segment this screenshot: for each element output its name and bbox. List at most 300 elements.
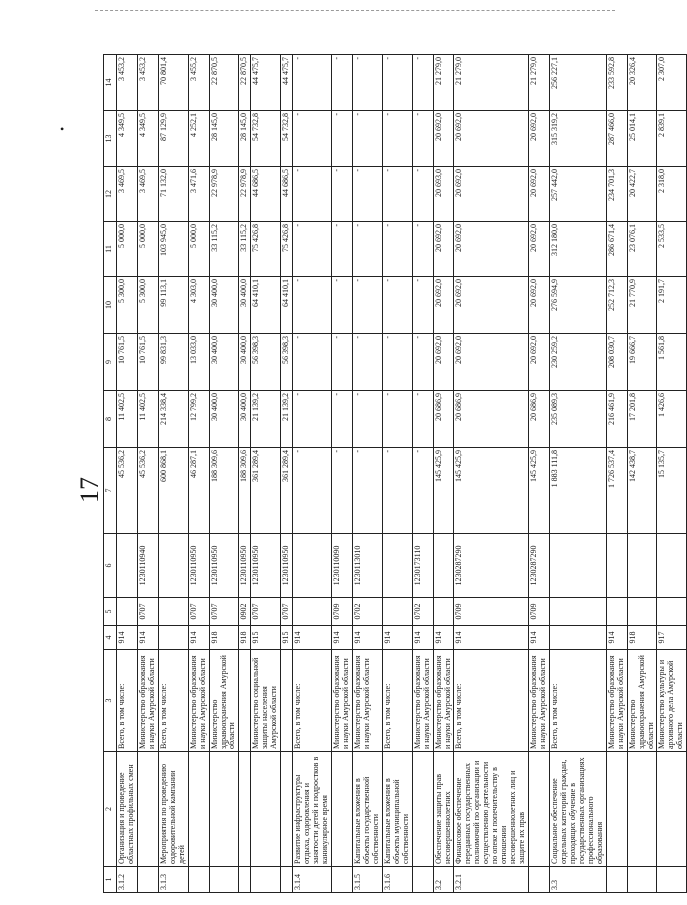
cell-col-3: Министерство образования и науки Амурской области	[433, 650, 454, 752]
cell-col-5	[549, 598, 606, 626]
cell-col-6: 1230110950	[209, 534, 239, 598]
cell-col-2: Обеспечение защиты прав несовершеннолетних	[433, 752, 454, 867]
cell-col-1	[412, 867, 433, 893]
cell-col-6	[158, 534, 188, 598]
cell-col-11: 2 533,5	[657, 222, 687, 277]
cell-col-14: -	[412, 55, 433, 111]
cell-col-5: 0707	[251, 598, 281, 626]
cell-col-8: 20 686,9	[529, 391, 550, 448]
cell-col-9: 1 561,8	[657, 334, 687, 391]
cell-col-3: Министерство образования и науки Амурской области	[529, 650, 550, 752]
cell-col-2	[137, 752, 158, 867]
table-row	[549, 55, 606, 893]
cell-col-4: 914	[433, 626, 454, 650]
cell-col-1	[209, 867, 239, 893]
cell-col-11: 33 115,2	[209, 222, 239, 277]
page-number: 17	[75, 477, 104, 503]
cell-col-8: 214 338,4	[158, 391, 188, 448]
cell-col-14: 44 475,7	[251, 55, 281, 111]
cell-col-3: Всего, в том числе:	[117, 650, 138, 752]
cell-col-2	[281, 752, 293, 867]
cell-col-14: 2 307,0	[657, 55, 687, 111]
cell-col-12: -	[382, 167, 412, 222]
cell-col-8: 235 089,3	[549, 391, 606, 448]
cell-col-8: -	[382, 391, 412, 448]
cell-col-7: 188 309,6	[239, 448, 251, 534]
table-row	[412, 55, 433, 893]
cell-col-6: 1230110950	[188, 534, 209, 598]
cell-col-11: 75 426,8	[281, 222, 293, 277]
cell-col-8: 30 400,0	[209, 391, 239, 448]
cell-col-7: 361 289,4	[251, 448, 281, 534]
cell-col-10: 20 692,0	[433, 277, 454, 334]
cell-col-5	[606, 598, 627, 626]
cell-col-12: 22 978,9	[239, 167, 251, 222]
cell-col-14: 3 453,2	[137, 55, 158, 111]
cell-col-12: 22 978,9	[209, 167, 239, 222]
cell-col-4	[549, 626, 606, 650]
cell-col-10: 252 712,3	[606, 277, 627, 334]
cell-col-11: 286 671,4	[606, 222, 627, 277]
table-row	[352, 55, 382, 893]
cell-col-7: -	[293, 448, 332, 534]
cell-col-13: 54 732,8	[251, 111, 281, 167]
cell-col-14: 22 870,5	[239, 55, 251, 111]
cell-col-3: Министерство образования и науки Амурской области	[188, 650, 209, 752]
cell-col-14: 233 592,8	[606, 55, 627, 111]
cell-col-12: 44 686,5	[281, 167, 293, 222]
cell-col-4: 914	[454, 626, 529, 650]
cell-col-13: 315 319,2	[549, 111, 606, 167]
cell-col-2	[209, 752, 239, 867]
cell-col-6: 1230287290	[454, 534, 529, 598]
cell-col-8: 17 201,8	[627, 391, 657, 448]
cell-col-8: 20 686,9	[454, 391, 529, 448]
cell-col-12: 44 686,5	[251, 167, 281, 222]
cell-col-4: 918	[239, 626, 251, 650]
cell-col-12: 20 692,0	[454, 167, 529, 222]
cell-col-5: 0709	[454, 598, 529, 626]
cell-col-9: -	[352, 334, 382, 391]
cell-col-13: 87 129,9	[158, 111, 188, 167]
col-header-9: 9	[104, 334, 117, 391]
cell-col-6: 1230110950	[239, 534, 251, 598]
cell-col-7: -	[412, 448, 433, 534]
cell-col-1: 3.1.4	[293, 867, 332, 893]
cell-col-6	[117, 534, 138, 598]
cell-col-12: 20 692,0	[529, 167, 550, 222]
cell-col-10: -	[382, 277, 412, 334]
cell-col-11: -	[352, 222, 382, 277]
cell-col-14: 22 870,5	[209, 55, 239, 111]
table-row	[158, 55, 188, 893]
cell-col-9: 13 033,0	[188, 334, 209, 391]
cell-col-13: 4 349,5	[117, 111, 138, 167]
cell-col-4: 917	[657, 626, 687, 650]
cell-col-7: 1 726 537,4	[606, 448, 627, 534]
cell-col-10: -	[352, 277, 382, 334]
col-header-7: 7	[104, 448, 117, 534]
col-header-5: 5	[104, 598, 117, 626]
cell-col-6	[606, 534, 627, 598]
cell-col-2: Организация и проведение областных профильных смен	[117, 752, 138, 867]
cell-col-9: -	[382, 334, 412, 391]
cell-col-5: 0707	[188, 598, 209, 626]
cell-col-13: 287 466,0	[606, 111, 627, 167]
cell-col-5	[158, 598, 188, 626]
cell-col-13: 20 692,0	[454, 111, 529, 167]
cell-col-9: 20 692,0	[529, 334, 550, 391]
cell-col-13: 20 692,0	[529, 111, 550, 167]
cell-col-3: Министерство образования и науки Амурской области	[332, 650, 353, 752]
cell-col-14: 3 455,2	[188, 55, 209, 111]
col-header-4: 4	[104, 626, 117, 650]
cell-col-6: 1230110940	[137, 534, 158, 598]
cell-col-11: 5 000,0	[117, 222, 138, 277]
cell-col-7: 361 289,4	[281, 448, 293, 534]
cell-col-6: 1230110950	[281, 534, 293, 598]
cell-col-10: 4 303,0	[188, 277, 209, 334]
table-row	[251, 55, 281, 893]
cell-col-11: -	[412, 222, 433, 277]
cell-col-14: -	[332, 55, 353, 111]
cell-col-8: -	[412, 391, 433, 448]
cell-col-11: -	[293, 222, 332, 277]
cell-col-2: Капитальные вложения в объекты государственной собственности	[352, 752, 382, 867]
cell-col-5	[117, 598, 138, 626]
cell-col-3: Всего, в том числе:	[158, 650, 188, 752]
table-body	[117, 55, 687, 893]
cell-col-11: 20 692,0	[454, 222, 529, 277]
table-row	[293, 55, 332, 893]
col-header-12: 12	[104, 167, 117, 222]
cell-col-5	[433, 598, 454, 626]
cell-col-4: 914	[117, 626, 138, 650]
cell-col-8: -	[332, 391, 353, 448]
cell-col-12: 234 701,3	[606, 167, 627, 222]
cell-col-4: 914	[188, 626, 209, 650]
cell-col-8: 21 139,2	[281, 391, 293, 448]
cell-col-14: -	[352, 55, 382, 111]
cell-col-11: 33 115,2	[239, 222, 251, 277]
cell-col-1: 3.2.1	[454, 867, 529, 893]
cell-col-3: Всего, в том числе:	[293, 650, 332, 752]
cell-col-13: -	[412, 111, 433, 167]
cell-col-5: 0709	[332, 598, 353, 626]
cell-col-10: 64 410,1	[251, 277, 281, 334]
cell-col-11: -	[382, 222, 412, 277]
table-row	[382, 55, 412, 893]
cell-col-3: Министерство образования и науки Амурской области	[606, 650, 627, 752]
col-header-10: 10	[104, 277, 117, 334]
table-row	[454, 55, 529, 893]
cell-col-5: 0702	[412, 598, 433, 626]
cell-col-2: Капитальные вложения в объекты муниципальной собственности	[382, 752, 412, 867]
col-header-11: 11	[104, 222, 117, 277]
budget-table	[103, 54, 687, 893]
cell-col-7: 188 309,6	[209, 448, 239, 534]
cell-col-9: 10 761,5	[137, 334, 158, 391]
cell-col-4: 914	[352, 626, 382, 650]
cell-col-10: 99 113,1	[158, 277, 188, 334]
cell-col-1	[281, 867, 293, 893]
cell-col-6	[433, 534, 454, 598]
cell-col-12: 71 132,0	[158, 167, 188, 222]
cell-col-7: 145 425,9	[529, 448, 550, 534]
cell-col-14: 3 453,2	[117, 55, 138, 111]
cell-col-12: 257 442,0	[549, 167, 606, 222]
cell-col-10: 5 300,0	[137, 277, 158, 334]
cell-col-3: Министерство здравоохранения Амурской области	[209, 650, 239, 752]
table-row	[606, 55, 627, 893]
cell-col-9: 230 259,2	[549, 334, 606, 391]
cell-col-13: 28 145,0	[239, 111, 251, 167]
cell-col-7: 1 883 111,8	[549, 448, 606, 534]
cell-col-8: -	[352, 391, 382, 448]
cell-col-13: 25 014,1	[627, 111, 657, 167]
col-header-13: 13	[104, 111, 117, 167]
cell-col-10: 21 770,9	[627, 277, 657, 334]
cell-col-1	[239, 867, 251, 893]
cell-col-9: 56 398,3	[281, 334, 293, 391]
cell-col-2: Социальное обеспечение отдельных категорий граждан, проходящих обучение в государственных организациях профессионального образования	[549, 752, 606, 867]
cell-col-3	[239, 650, 251, 752]
cell-col-7: 145 425,9	[433, 448, 454, 534]
cell-col-6	[657, 534, 687, 598]
cell-col-8: 21 139,2	[251, 391, 281, 448]
cell-col-6	[627, 534, 657, 598]
cell-col-12: 20 693,0	[433, 167, 454, 222]
cell-col-14: 21 279,0	[433, 55, 454, 111]
col-header-6: 6	[104, 534, 117, 598]
cell-col-9: 10 761,5	[117, 334, 138, 391]
cell-col-10: -	[332, 277, 353, 334]
cell-col-9: 99 831,3	[158, 334, 188, 391]
table-row	[209, 55, 239, 893]
cell-col-3: Министерство здравоохранения Амурской области	[627, 650, 657, 752]
cell-col-13: -	[332, 111, 353, 167]
cell-col-14: -	[293, 55, 332, 111]
cell-col-5: 0902	[239, 598, 251, 626]
cell-col-7: 45 536,2	[137, 448, 158, 534]
table-row	[529, 55, 550, 893]
cell-col-8: 30 400,0	[239, 391, 251, 448]
cell-col-13: 28 145,0	[209, 111, 239, 167]
cell-col-11: 75 426,8	[251, 222, 281, 277]
cell-col-13: 2 839,1	[657, 111, 687, 167]
cell-col-1	[606, 867, 627, 893]
cell-col-1: 3.1.2	[117, 867, 138, 893]
cell-col-10: 2 191,7	[657, 277, 687, 334]
cell-col-6: 1230173110	[412, 534, 433, 598]
cell-col-6: 1230110950	[251, 534, 281, 598]
cell-col-4: 914	[137, 626, 158, 650]
cell-col-10: -	[412, 277, 433, 334]
cell-col-12: 3 469,5	[117, 167, 138, 222]
cell-col-9: 56 398,3	[251, 334, 281, 391]
table-row	[137, 55, 158, 893]
cell-col-4: 914	[412, 626, 433, 650]
cell-col-12: -	[332, 167, 353, 222]
cell-col-3: Министерство образования и науки Амурской области	[352, 650, 382, 752]
table-row	[239, 55, 251, 893]
table-row	[281, 55, 293, 893]
cell-col-1	[137, 867, 158, 893]
cell-col-9: 20 692,0	[454, 334, 529, 391]
cell-col-2: Развитие инфраструктуры отдыха, оздоровления и занятости детей и подростков в каникулярное время	[293, 752, 332, 867]
cell-col-13: -	[293, 111, 332, 167]
cell-col-3: Министерство социальной защиты населения Амурской области	[251, 650, 281, 752]
cell-col-7: -	[382, 448, 412, 534]
cell-col-8: 1 426,6	[657, 391, 687, 448]
col-header-2: 2	[104, 752, 117, 867]
cell-col-6	[549, 534, 606, 598]
cell-col-10: 5 300,0	[117, 277, 138, 334]
cell-col-3: Министерство образования и науки Амурской области	[137, 650, 158, 752]
cell-col-2	[188, 752, 209, 867]
cell-col-13: -	[382, 111, 412, 167]
cell-col-4: 914	[293, 626, 332, 650]
cell-col-1: 3.2	[433, 867, 454, 893]
cell-col-10: 20 692,0	[529, 277, 550, 334]
table-row	[332, 55, 353, 893]
cell-col-1	[251, 867, 281, 893]
col-header-8: 8	[104, 391, 117, 448]
col-header-3: 3	[104, 650, 117, 752]
cell-col-14: 21 279,0	[529, 55, 550, 111]
cell-col-9: 20 692,0	[433, 334, 454, 391]
cell-col-7: 145 425,9	[454, 448, 529, 534]
cell-col-3: Министерство культуры и архивного дела Амурской области	[657, 650, 687, 752]
cell-col-4: 914	[606, 626, 627, 650]
cell-col-14: 44 475,7	[281, 55, 293, 111]
cell-col-11: -	[332, 222, 353, 277]
cell-col-13: 20 692,0	[433, 111, 454, 167]
cell-col-11: 23 076,1	[627, 222, 657, 277]
cell-col-14: 256 227,1	[549, 55, 606, 111]
cell-col-2	[606, 752, 627, 867]
cell-col-10: 276 594,9	[549, 277, 606, 334]
cell-col-7: 45 536,2	[117, 448, 138, 534]
cell-col-3: Министерство образования и науки Амурской области	[412, 650, 433, 752]
table-row	[433, 55, 454, 893]
cell-col-14: 20 326,4	[627, 55, 657, 111]
cell-col-9: -	[412, 334, 433, 391]
cell-col-1	[657, 867, 687, 893]
cell-col-5: 0707	[137, 598, 158, 626]
cell-col-12: -	[412, 167, 433, 222]
cell-col-4: 914	[332, 626, 353, 650]
cell-col-8: 20 686,9	[433, 391, 454, 448]
cell-col-1: 3.1.3	[158, 867, 188, 893]
cell-col-9: -	[332, 334, 353, 391]
cell-col-10: 30 400,0	[239, 277, 251, 334]
cell-col-8: -	[293, 391, 332, 448]
cell-col-8: 216 461,9	[606, 391, 627, 448]
cell-col-11: 103 945,0	[158, 222, 188, 277]
cell-col-7: 142 438,7	[627, 448, 657, 534]
cell-col-4: 915	[281, 626, 293, 650]
cell-col-7: -	[332, 448, 353, 534]
cell-col-2: Мероприятия по проведению оздоровительной кампании детей	[158, 752, 188, 867]
cell-col-14: 70 801,4	[158, 55, 188, 111]
cell-col-7: 46 287,1	[188, 448, 209, 534]
cell-col-10: 30 400,0	[209, 277, 239, 334]
cell-col-6: 1230110090	[332, 534, 353, 598]
cell-col-12: 3 471,6	[188, 167, 209, 222]
cell-col-1	[627, 867, 657, 893]
table-row	[117, 55, 138, 893]
cell-col-2	[627, 752, 657, 867]
cell-col-12: 3 469,5	[137, 167, 158, 222]
cell-col-7: -	[352, 448, 382, 534]
cell-col-2: Финансовое обеспечение переданных государственных полномочий по организации и осуществлению деятельности по опеке и попечительству в отношении несовершеннолетних лиц и защите их прав	[454, 752, 529, 867]
table-header-row	[104, 55, 117, 893]
cell-col-1: 3.3	[549, 867, 606, 893]
table-row	[627, 55, 657, 893]
cell-col-5: 0707	[281, 598, 293, 626]
cell-col-7: 600 868,1	[158, 448, 188, 534]
cell-col-9: -	[293, 334, 332, 391]
cell-col-4: 914	[382, 626, 412, 650]
cell-col-9: 30 400,0	[239, 334, 251, 391]
cell-col-14: -	[382, 55, 412, 111]
table-row	[657, 55, 687, 893]
cell-col-10: -	[293, 277, 332, 334]
cell-col-12: -	[352, 167, 382, 222]
cell-col-1: 3.1.6	[382, 867, 412, 893]
cell-col-8: 11 402,5	[117, 391, 138, 448]
col-header-1: 1	[104, 867, 117, 893]
cell-col-4: 918	[209, 626, 239, 650]
cell-col-11: 312 180,0	[549, 222, 606, 277]
cell-col-4	[158, 626, 188, 650]
cell-col-12: -	[293, 167, 332, 222]
cell-col-2	[239, 752, 251, 867]
cell-col-9: 19 666,7	[627, 334, 657, 391]
cell-col-10: 20 692,0	[454, 277, 529, 334]
cell-col-5	[657, 598, 687, 626]
cell-col-6	[382, 534, 412, 598]
cell-col-3: Всего, в том числе:	[382, 650, 412, 752]
cell-col-12: 2 318,0	[657, 167, 687, 222]
cell-col-3: Всего, в том числе:	[454, 650, 529, 752]
cell-col-4: 915	[251, 626, 281, 650]
cell-col-2	[332, 752, 353, 867]
cell-col-8: 12 799,2	[188, 391, 209, 448]
cell-col-11: 20 692,0	[433, 222, 454, 277]
cell-col-2	[529, 752, 550, 867]
cell-col-12: 20 422,7	[627, 167, 657, 222]
cell-col-7: 15 135,7	[657, 448, 687, 534]
cell-col-13: 4 252,1	[188, 111, 209, 167]
cell-col-9: 208 030,7	[606, 334, 627, 391]
cell-col-6: 1230113010	[352, 534, 382, 598]
cell-col-4: 918	[627, 626, 657, 650]
table-row	[188, 55, 209, 893]
cell-col-8: 11 402,5	[137, 391, 158, 448]
cell-col-5	[293, 598, 332, 626]
top-dashed-rule	[95, 10, 615, 11]
cell-col-3	[281, 650, 293, 752]
cell-col-2	[412, 752, 433, 867]
cell-col-5: 0702	[352, 598, 382, 626]
cell-col-11: 20 692,0	[529, 222, 550, 277]
cell-col-13: -	[352, 111, 382, 167]
cell-col-1: 3.1.5	[352, 867, 382, 893]
cell-col-1	[529, 867, 550, 893]
col-header-14: 14	[104, 55, 117, 111]
